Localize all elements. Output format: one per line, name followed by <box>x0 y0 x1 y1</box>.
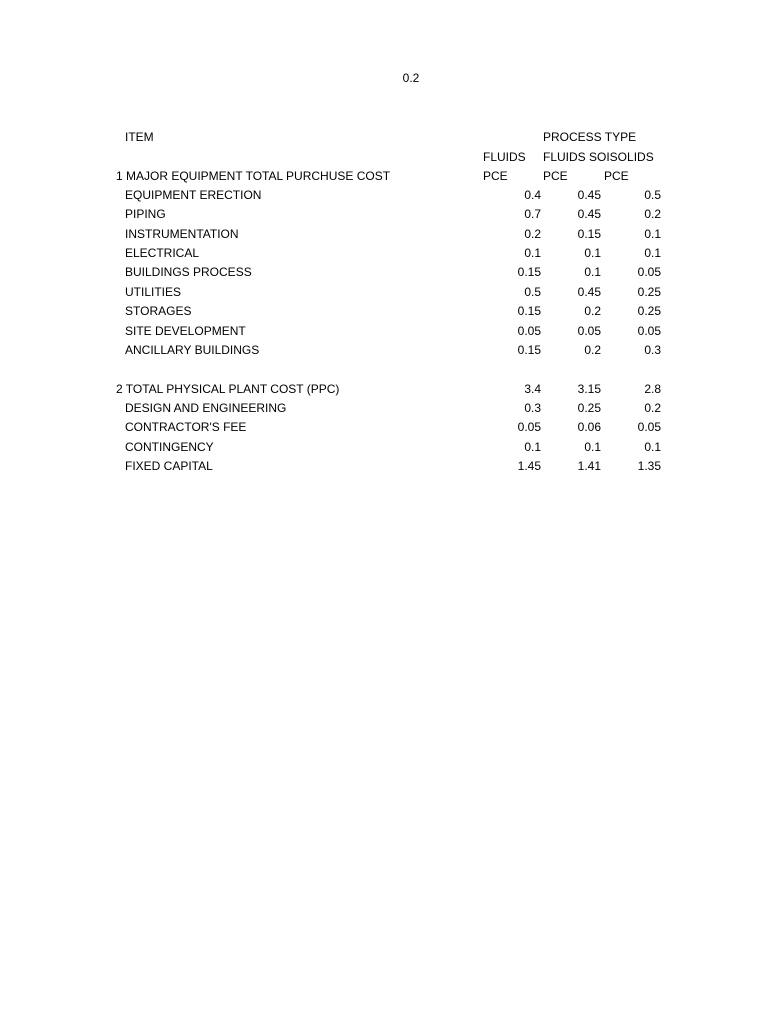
total-fluids: 3.4 <box>524 382 541 396</box>
row-label: ELECTRICAL <box>125 246 200 260</box>
row-label: CONTRACTOR'S FEE <box>125 420 247 434</box>
value-solids: 0.25 <box>637 304 661 318</box>
row-label: PIPING <box>125 207 166 221</box>
value-fluids-solids: 0.2 <box>584 343 601 357</box>
value-fluids-solids: 1.41 <box>577 459 601 473</box>
value-solids: 1.35 <box>637 459 661 473</box>
page-title: 0.2 <box>402 71 420 85</box>
fluids-solids-column-header: FLUIDS SOISOLIDS <box>543 150 654 164</box>
fluids-column-header: FLUIDS <box>483 150 526 164</box>
pce-header-2: PCE <box>543 169 568 183</box>
pce-header-3: PCE <box>604 169 629 183</box>
section1-heading: 1 MAJOR EQUIPMENT TOTAL PURCHUSE COST <box>116 169 391 183</box>
value-solids: 0.05 <box>637 324 661 338</box>
value-fluids: 0.05 <box>517 420 541 434</box>
row-label: SITE DEVELOPMENT <box>125 324 246 338</box>
value-fluids-solids: 0.05 <box>577 324 601 338</box>
value-fluids: 0.7 <box>524 207 541 221</box>
value-fluids-solids: 0.45 <box>577 207 601 221</box>
value-fluids-solids: 0.15 <box>577 227 601 241</box>
value-solids: 0.25 <box>637 285 661 299</box>
row-label: FIXED CAPITAL <box>125 459 213 473</box>
value-fluids: 0.1 <box>524 440 541 454</box>
value-solids: 0.05 <box>637 265 661 279</box>
pce-header-1: PCE <box>483 169 508 183</box>
row-label: ANCILLARY BUILDINGS <box>125 343 260 357</box>
total-solids: 2.8 <box>644 382 661 396</box>
item-header: ITEM <box>125 130 154 144</box>
process-type-header: PROCESS TYPE <box>543 130 637 144</box>
value-fluids: 0.15 <box>517 265 541 279</box>
row-label: CONTINGENCY <box>125 440 214 454</box>
value-solids: 0.05 <box>637 420 661 434</box>
value-solids: 0.2 <box>644 401 661 415</box>
row-label: BUILDINGS PROCESS <box>125 265 252 279</box>
value-solids: 0.1 <box>644 246 661 260</box>
value-fluids-solids: 0.06 <box>577 420 601 434</box>
value-fluids-solids: 0.1 <box>584 246 601 260</box>
value-fluids: 0.2 <box>524 227 541 241</box>
value-fluids: 0.5 <box>524 285 541 299</box>
row-label: UTILITIES <box>125 285 182 299</box>
value-fluids-solids: 0.1 <box>584 265 601 279</box>
value-fluids-solids: 0.45 <box>577 188 601 202</box>
value-fluids: 0.1 <box>524 246 541 260</box>
value-solids: 0.1 <box>644 227 661 241</box>
row-label: EQUIPMENT ERECTION <box>125 188 262 202</box>
row-label: INSTRUMENTATION <box>125 227 239 241</box>
value-solids: 0.5 <box>644 188 661 202</box>
total-fluids-solids: 3.15 <box>577 382 601 396</box>
value-fluids: 0.3 <box>524 401 541 415</box>
row-label: DESIGN AND ENGINEERING <box>125 401 287 415</box>
section2-heading: 2 TOTAL PHYSICAL PLANT COST (PPC) <box>116 382 340 396</box>
value-solids: 0.1 <box>644 440 661 454</box>
value-fluids-solids: 0.2 <box>584 304 601 318</box>
value-fluids: 0.15 <box>517 304 541 318</box>
value-fluids: 0.15 <box>517 343 541 357</box>
value-fluids: 0.05 <box>517 324 541 338</box>
value-fluids-solids: 0.45 <box>577 285 601 299</box>
value-fluids: 0.4 <box>524 188 541 202</box>
value-solids: 0.2 <box>644 207 661 221</box>
value-solids: 0.3 <box>644 343 661 357</box>
value-fluids-solids: 0.1 <box>584 440 601 454</box>
row-label: STORAGES <box>125 304 192 318</box>
value-fluids-solids: 0.25 <box>577 401 601 415</box>
value-fluids: 1.45 <box>517 459 541 473</box>
